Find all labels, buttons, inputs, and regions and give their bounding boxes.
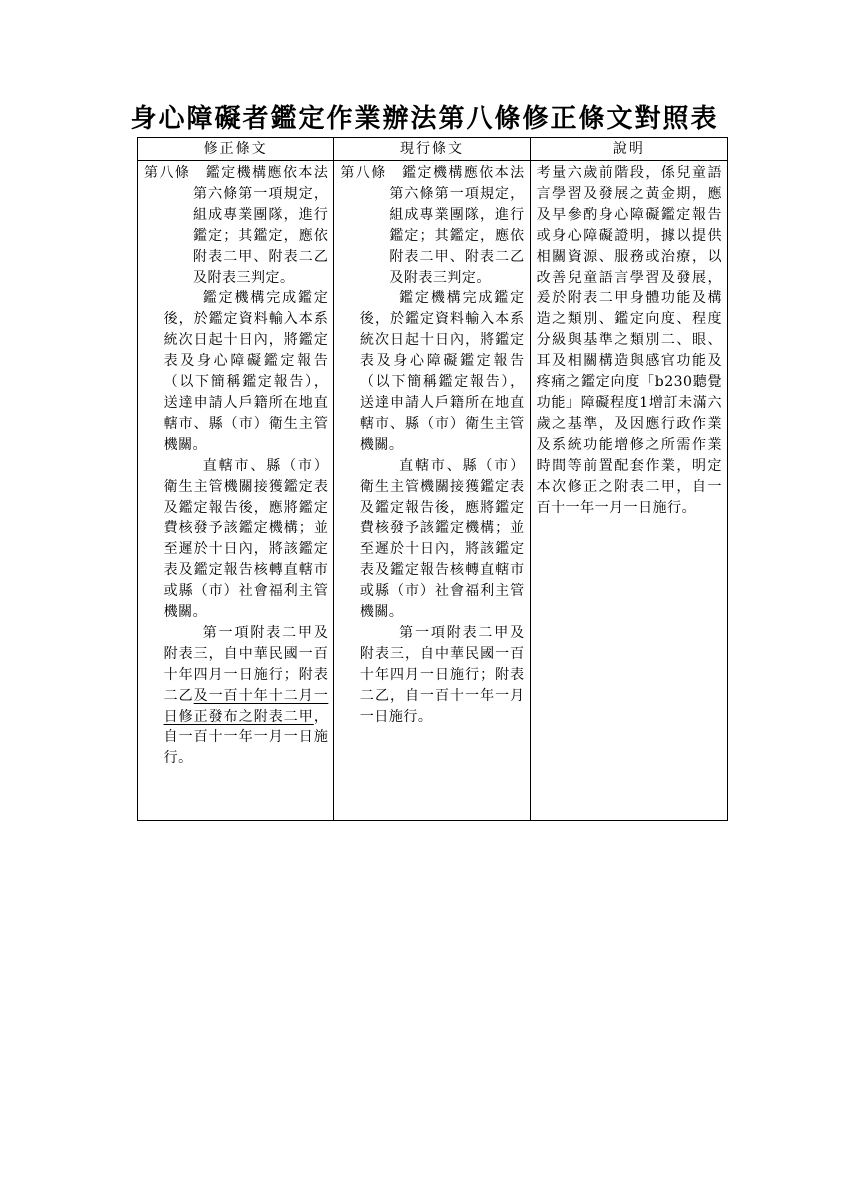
current-cell <box>334 161 530 821</box>
amended-paragraph-4-before: 第一項附表二甲及附表三，自中華民國一百十年四月一日施行；附表二乙 <box>163 624 329 704</box>
table-header-row <box>138 138 728 161</box>
amended-cell <box>138 161 334 821</box>
amended-paragraph-4 <box>144 623 328 769</box>
current-paragraph-3: 直轄市、縣（市）衛生主管機關接獲鑑定表及鑑定報告後，應將鑑定費核發予該鑑定機構；並至遲於十日內，將該鑑定表及鑑定報告核轉直轄市或縣（市）社會福利主管機關。 <box>359 457 525 621</box>
amended-paragraph-1: 第八條 鑑定機構應依本法第六條第一項規定，組成專業團隊，進行鑑定；其鑑定，應依附表二甲、附表二乙及附表三判定。 <box>144 165 329 286</box>
header-amended: 修正條文 <box>138 138 334 161</box>
current-paragraph-1: 第八條 鑑定機構應依本法第六條第一項規定，組成專業團隊，進行鑑定；其鑑定，應依附表二甲、附表二乙及附表三判定。 <box>340 165 525 286</box>
current-paragraph-4: 第一項附表二甲及附表三，自中華民國一百十年四月一日施行；附表二乙，自一百十一年一月一日施行。 <box>359 624 525 725</box>
amended-underlined-revision: 及一百十年十二月一日修正發布之附表二甲 <box>163 687 329 725</box>
amended-paragraph-4-after: ，自一百十一年一月一日施行。 <box>163 708 329 767</box>
header-current: 現行條文 <box>334 138 530 161</box>
comparison-table <box>137 137 728 821</box>
amended-paragraph-3: 直轄市、縣（市）衛生主管機關接獲鑑定表及鑑定報告後，應將鑑定費核發予該鑑定機構；並至遲於十日內，將該鑑定表及鑑定報告核轉直轄市或縣（市）社會福利主管機關。 <box>163 457 329 621</box>
table-row <box>138 161 728 821</box>
current-paragraph-2: 鑑定機構完成鑑定後，於鑑定資料輸入本系統次日起十日內，將鑑定表及身心障礙鑑定報告（以下簡稱鑑定報告），送達申請人戶籍所在地直轄市、縣（市）衛生主管機關。 <box>359 290 525 453</box>
header-explanation: 說明 <box>530 138 727 161</box>
explanation-cell <box>530 161 727 821</box>
explanation-paragraph: 考量六歲前階段，係兒童語言學習及發展之黃金期，應及早參酌身心障礙鑑定報告或身心障礙證明，據以提供相關資源、服務或治療，以改善兒童語言學習及發展，爰於附表二甲身體功能及構造之類別、鑑定向度、程度分級與基準之類別二、眼、耳及相關構造與感官功能及疼痛之鑑定向度「b230聽覺功能」障礙程度1增訂未滿六歲之基準，及因應行政作業及系統功能增修之所需作業時間等前置配套作業，明定本次修正之附表二甲，自一百十一年一月一日施行。 <box>536 165 722 516</box>
document-title: 身心障礙者鑑定作業辦法第八條修正條文對照表 <box>130 104 719 134</box>
amended-paragraph-2: 鑑定機構完成鑑定後，於鑑定資料輸入本系統次日起十日內，將鑑定表及身心障礙鑑定報告（以下簡稱鑑定報告），送達申請人戶籍所在地直轄市、縣（市）衛生主管機關。 <box>163 290 329 453</box>
